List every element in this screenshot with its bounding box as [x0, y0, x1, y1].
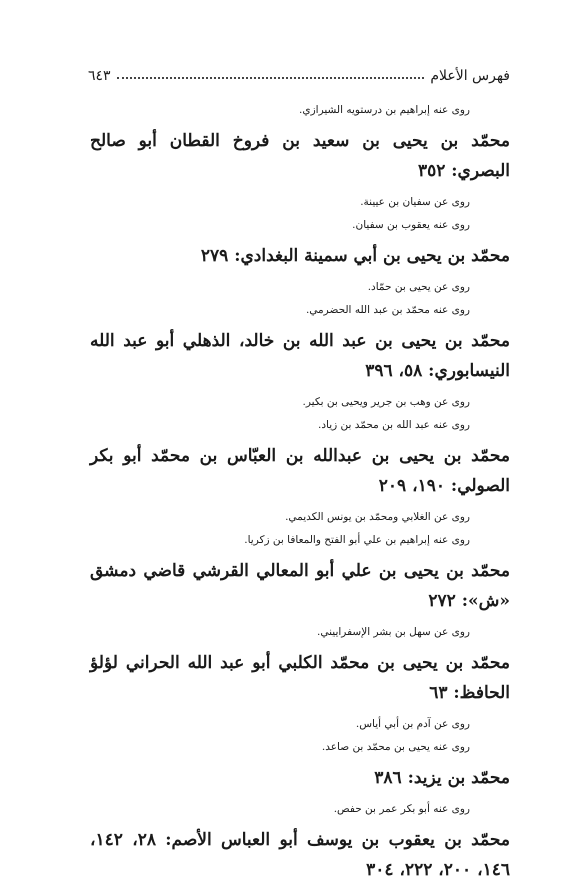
index-entry	[90, 326, 510, 432]
header-title: فهرس الأعلام	[430, 68, 510, 84]
entry-heading: محمّد بن يحيى بن محمّد الكلبي أبو عبد الله الحراني لؤلؤ الحافظ: ٦٣	[90, 653, 510, 703]
narration-line: روى عنه أبو بكر عمر بن حفص.	[333, 803, 470, 815]
index-body	[90, 94, 510, 885]
narration-line: روى عنه إبراهيم بن درستويه الشيرازي.	[299, 104, 470, 116]
narration-line: روى عنه يحيى بن محمّد بن صاعد.	[321, 741, 470, 753]
index-entry	[90, 441, 510, 547]
leader-dots	[117, 77, 425, 79]
index-entry	[90, 241, 510, 317]
running-header	[88, 60, 510, 84]
index-entry	[90, 648, 510, 754]
entry-heading: محمّد بن يحيى بن عبد الله بن خالد، الذهلي أبو عبد الله النيسابوري: ٥٨، ٣٩٦	[90, 331, 510, 381]
index-entry	[90, 103, 510, 117]
entry-heading: محمّد بن يزيد: ٣٨٦	[374, 768, 510, 788]
narration-line: روى عنه عبد الله بن محمّد بن زياد.	[318, 419, 470, 431]
narration-line: روى عن سفيان بن عيينة.	[360, 196, 470, 208]
narration-line: روى عنه يعقوب بن سفيان.	[352, 219, 470, 231]
narration-line: روى عنه إبراهيم بن علي أبو الفتح والمعافا بن زكريا.	[244, 534, 470, 546]
entry-heading: محمّد بن يحيى بن علي أبو المعالي القرشي قاضي دمشق «ش»: ٢٧٢	[90, 561, 510, 611]
index-entry	[90, 126, 510, 232]
page-number: ٦٤٣	[88, 68, 111, 84]
narration-line: روى عن يحيى بن حمّاد.	[367, 281, 470, 293]
index-entry	[90, 825, 510, 885]
entry-heading: محمّد بن يحيى بن أبي سمينة البغدادي: ٢٧٩	[200, 246, 510, 266]
narration-line: روى عن وهب بن جرير ويحيى بن بكير.	[302, 396, 470, 408]
entry-heading: محمّد بن يعقوب بن يوسف أبو العباس الأصم: ٢٨، ١٤٢، ١٤٦، ٢٠٠، ٢٢٢، ٣٠٤	[90, 830, 510, 880]
narration-line: روى عن آدم بن أبي أياس.	[355, 718, 470, 730]
narration-line: روى عن الغلابي ومحمّد بن يونس الكديمي.	[285, 511, 470, 523]
narration-line: روى عنه محمّد بن عبد الله الحضرمي.	[305, 304, 470, 316]
narration-line: روى عن سهل بن بشر الإسفراييني.	[317, 626, 470, 638]
index-entry	[90, 556, 510, 639]
entry-heading: محمّد بن يحيى بن عبدالله بن العبّاس بن محمّد أبو بكر الصولي: ١٩٠، ٢٠٩	[90, 446, 510, 496]
entry-heading: محمّد بن يحيى بن سعيد بن فروخ القطان أبو صالح البصري: ٣٥٢	[90, 131, 510, 181]
index-entry	[90, 763, 510, 816]
